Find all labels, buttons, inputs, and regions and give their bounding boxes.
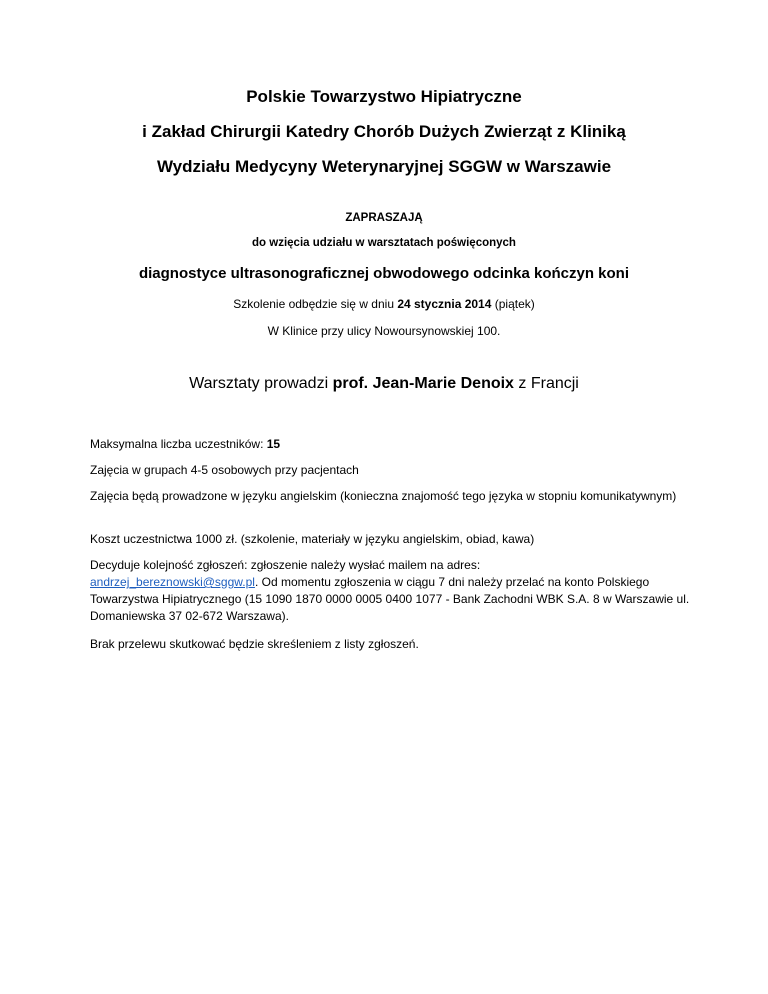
registration-info bbox=[90, 557, 690, 625]
invite-title: ZAPRASZAJĄ bbox=[345, 212, 423, 224]
date-prefix: Szkolenie odbędzie się w dniu bbox=[233, 297, 398, 311]
max-participants-label: Maksymalna liczba uczestników: bbox=[90, 437, 267, 451]
lecturer-line bbox=[0, 375, 768, 393]
groups-info: Zajęcia w grupach 4-5 osobowych przy pacjentach bbox=[90, 463, 359, 477]
email-link[interactable]: andrzej_bereznowski@sggw.pl bbox=[90, 575, 255, 589]
language-info: Zajęcia będą prowadzone w języku angielskim (konieczna znajomość tego języka w stopniu komunikatywnym) bbox=[90, 489, 677, 503]
max-participants bbox=[90, 436, 690, 453]
date-suffix: (piątek) bbox=[491, 297, 535, 311]
lecturer-suffix: z Francji bbox=[513, 375, 579, 392]
cost-info: Koszt uczestnictwa 1000 zł. (szkolenie, materiały w języku angielskim, obiad, kawa) bbox=[90, 532, 535, 546]
event-date: 24 stycznia 2014 bbox=[397, 297, 492, 311]
date-line bbox=[0, 297, 768, 311]
payment-warning: Brak przelewu skutkować będzie skreśleniem z listy zgłoszeń. bbox=[90, 637, 419, 651]
registration-prefix: Decyduje kolejność zgłoszeń: zgłoszenie należy wysłać mailem na adres: bbox=[90, 558, 481, 572]
lecturer-prefix: Warsztaty prowadzi bbox=[189, 375, 333, 392]
lecturer-name: prof. Jean-Marie Denoix bbox=[332, 375, 514, 392]
registration-suffix: . Od momentu zgłoszenia w ciągu 7 dni należy przelać na konto Polskiego Towarzystwa Hipiatrycznego (15 1090 1870 0000 0005 0400 1077 - Bank Zachodni WBK S.A. 8 w Warszawie ul. Domaniewska 37 02-672 Warszawa). bbox=[90, 575, 690, 623]
max-participants-value: 15 bbox=[266, 437, 281, 451]
header-line-2: i Zakład Chirurgii Katedry Chorób Dużych Zwierząt z Kliniką bbox=[142, 122, 626, 141]
invite-subtitle: do wzięcia udziału w warsztatach poświęconych bbox=[252, 237, 516, 249]
workshop-topic: diagnostyce ultrasonograficznej obwodowego odcinka kończyn koni bbox=[138, 265, 630, 282]
header-line-1: Polskie Towarzystwo Hipiatryczne bbox=[246, 87, 522, 106]
header-line-3: Wydziału Medycyny Weterynaryjnej SGGW w Warszawie bbox=[156, 157, 612, 176]
venue-line: W Klinice przy ulicy Nowoursynowskiej 100. bbox=[267, 324, 501, 338]
